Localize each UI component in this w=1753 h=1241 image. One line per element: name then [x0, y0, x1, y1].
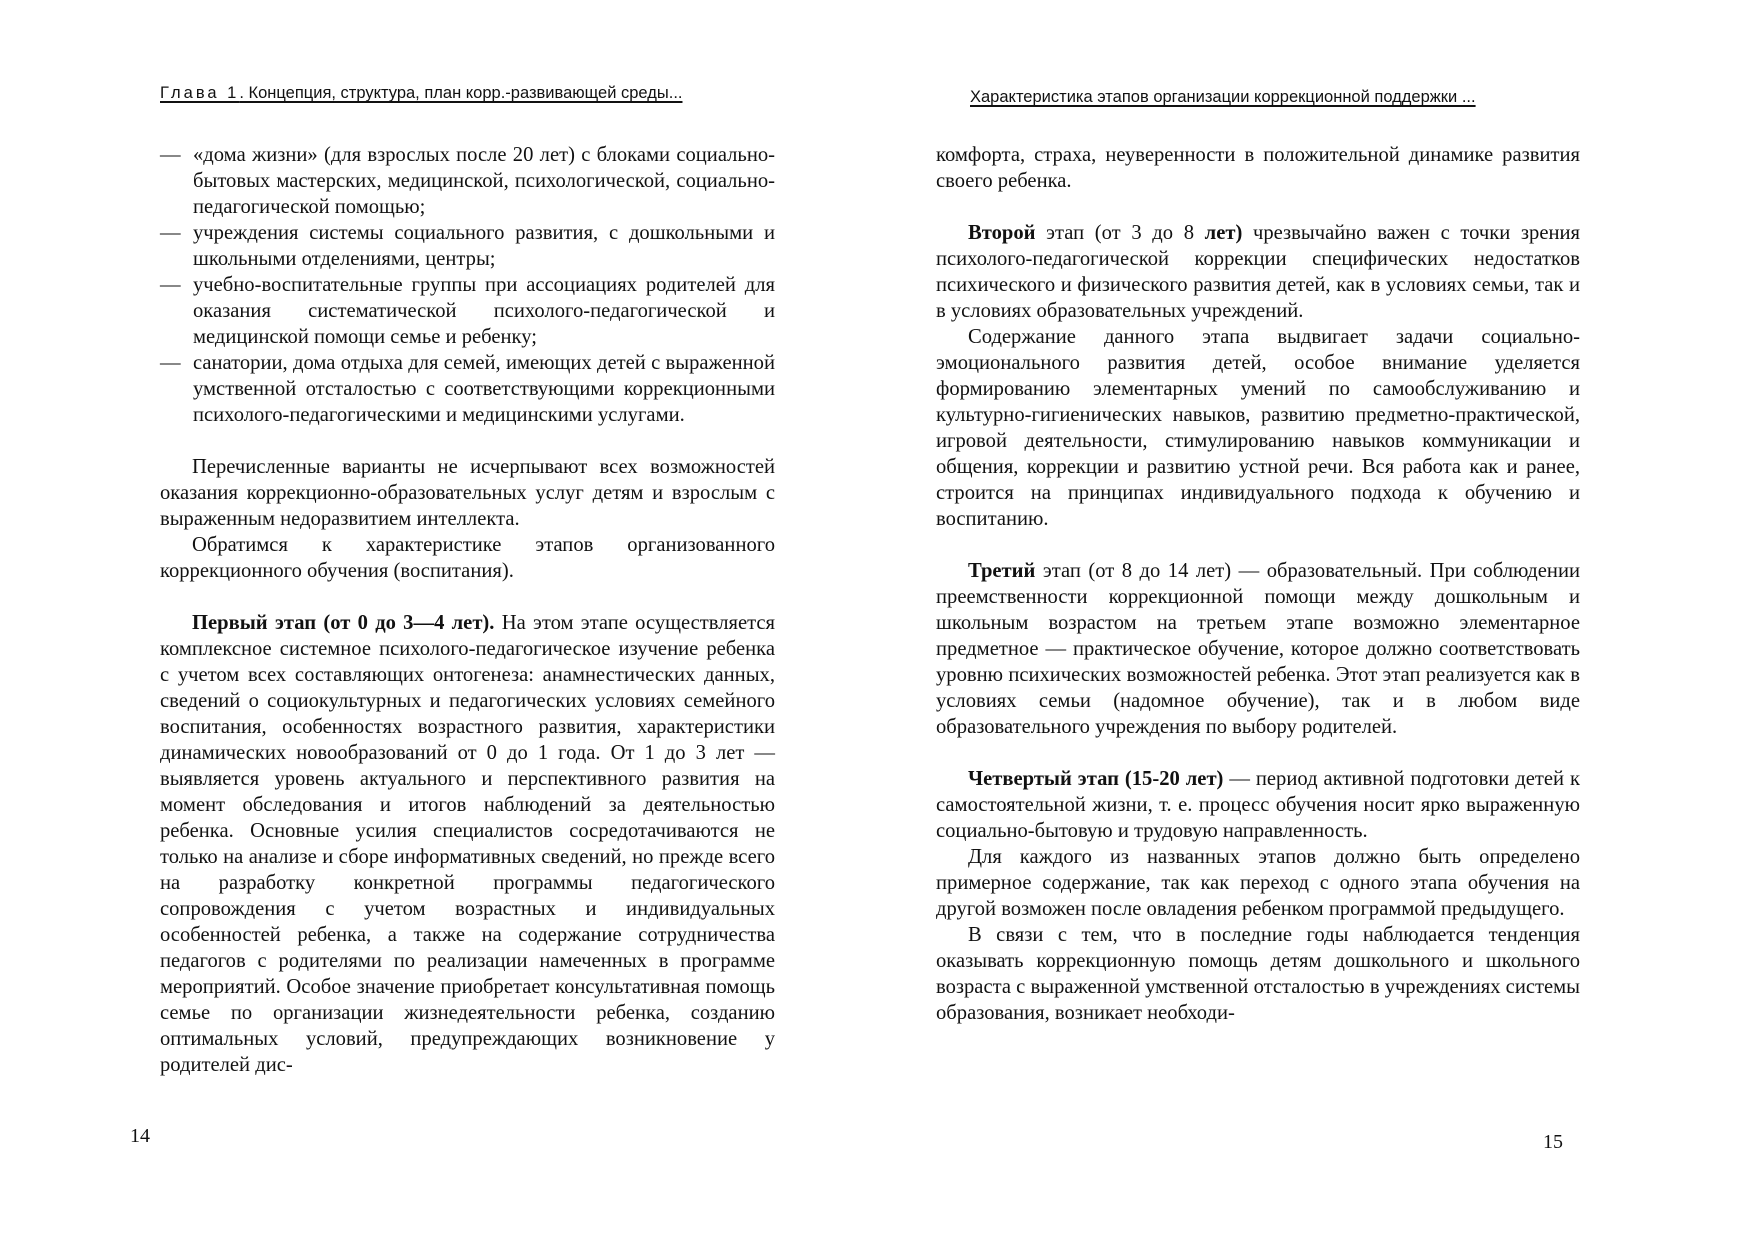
stage-1-text: На этом этапе осуществляется комплексное системное психолого-педагогическое изучение ребенка с учетом всех составляющих онтогенеза: анамнестических данных, сведений о социокультурных и педагогических условиях семейного воспитания, особенностях возрастного развития, характеристики динамических новообразований от 0 до 1 года. От 1 до 3 лет — выявляется уровень актуального и перспективного развития на момент обследования и итогов наблюдений за деятельностью ребенка. Основные усилия специалистов сосредотачиваются не только на анализе и сборе информативных сведений, но прежде всего на разработку конкретной программы педагогического сопровождения с учетом возрастных и индивидуальных особенностей ребенка, а также на содержание сотрудничества педагогов с родителями по реализации намеченных в программе мероприятий. Особое значение приобретает консультативная помощь семье по организации жизнедеятельности ребенка, созданию оптимальных условий, предупреждающих возникновение у родителей дис-	[160, 612, 775, 1076]
stage-2-content-paragraph: Содержание данного этапа выдвигает задачи социально-эмоционального развития детей, особое внимание уделяется формированию элементарных умений по самообслуживанию и культурно-гигиенических навыков, развитию предметно-практической, игровой деятельности, стимулированию навыков коммуникации и общения, коррекции и развитию устной речи. Вся работа как и ранее, строится на принципах индивидуального подхода к обучению и воспитанию.	[936, 326, 1580, 530]
list-item	[160, 272, 775, 350]
stage-3-paragraph	[936, 558, 1580, 740]
list-item-text: учебно-воспитательные группы при ассоциациях родителей для оказания систематической психолого-педагогической и медицинской помощи семье и ребенку;	[193, 274, 775, 348]
page-number: 14	[130, 1125, 150, 1147]
list-item	[160, 220, 775, 272]
stage-3-heading: Третий	[968, 560, 1036, 582]
institutions-list	[160, 142, 775, 428]
paragraph: Перечисленные варианты не исчерпывают всех возможностей оказания коррекционно-образовательных услуг детям и взрослым с выраженным недоразвитием интеллекта.	[160, 456, 775, 530]
stage-4-heading: Четвертый этап (15-20 лет)	[968, 768, 1224, 790]
running-head-section: Характеристика этапов организации коррекционной поддержки ...	[970, 88, 1476, 106]
stage-2-age: лет)	[1204, 222, 1243, 244]
dash-bullet: —	[160, 352, 181, 374]
stage-2-paragraph	[936, 220, 1580, 324]
dash-bullet: —	[160, 274, 181, 296]
stage-2-heading: Второй	[968, 222, 1036, 244]
list-item-text: «дома жизни» (для взрослых после 20 лет) с блоками социально-бытовых мастерских, медицинской, психологической, социально-педагогической помощью;	[193, 144, 775, 218]
page-number: 15	[1543, 1131, 1563, 1153]
paragraph: Для каждого из названных этапов должно быть определено примерное содержание, так как переход с одного этапа обучения на другой возможен после овладения ребенком программой предыдущего.	[936, 846, 1580, 920]
dash-bullet: —	[160, 222, 181, 244]
list-item	[160, 350, 775, 428]
stage-1-heading: Первый этап (от 0 до 3—4 лет).	[192, 612, 495, 634]
list-item-text: санатории, дома отдыха для семей, имеющих детей с выраженной умственной отсталостью с соответствующими коррекционными психолого-педагогическими и медицинскими услугами.	[193, 352, 775, 426]
left-page	[0, 0, 876, 1241]
left-page-body	[160, 142, 775, 1078]
stage-4-paragraph	[936, 766, 1580, 844]
chapter-title: . Концепция, структура, план корр.-развивающей среды...	[239, 84, 683, 102]
dash-bullet: —	[160, 144, 181, 166]
stage-4-text: — период активной подготовки детей к самостоятельной жизни, т. е. процесс обучения носит ярко выраженную социально-бытовую и трудовую направленность.	[936, 768, 1580, 842]
continuation-paragraph: комфорта, страха, неуверенности в положительной динамике развития своего ребенка.	[936, 144, 1580, 192]
right-page	[876, 0, 1753, 1241]
right-page-body	[936, 142, 1580, 1026]
list-item	[160, 142, 775, 220]
stage-1-paragraph	[160, 610, 775, 1078]
stage-2-text: этап (от 3 до 8	[1035, 222, 1205, 244]
stage-3-text: этап (от 8 до 14 лет) — образовательный. При соблюдении преемственности коррекционной помощи между дошкольным и школьным возрастом на третьем этапе возможно элементарное предметное — практическое обучение, которое должно соответствовать уровню психических возможностей ребенка. Этот этап реализуется как в условиях семьи (надомное обучение), так и в любом виде образовательного учреждения по выбору родителей.	[936, 560, 1580, 738]
list-item-text: учреждения системы социального развития, с дошкольными и школьными отделениями, центры;	[193, 222, 775, 270]
chapter-label: Глава 1	[160, 84, 240, 102]
running-head-chapter	[160, 84, 682, 103]
stage-2-text: чрезвычайно важен с точки зрения психолого-педагогической коррекции специфических недостатков психического и физического развития детей, как в условиях семьи, так и в условиях образовательных учреждений.	[936, 222, 1580, 322]
paragraph: В связи с тем, что в последние годы наблюдается тенденция оказывать коррекционную помощь детям дошкольного и школьного возраста с выраженной умственной отсталостью в учреждениях системы образования, возникает необходи-	[936, 924, 1580, 1024]
paragraph: Обратимся к характеристике этапов организованного коррекционного обучения (воспитания).	[160, 534, 775, 582]
